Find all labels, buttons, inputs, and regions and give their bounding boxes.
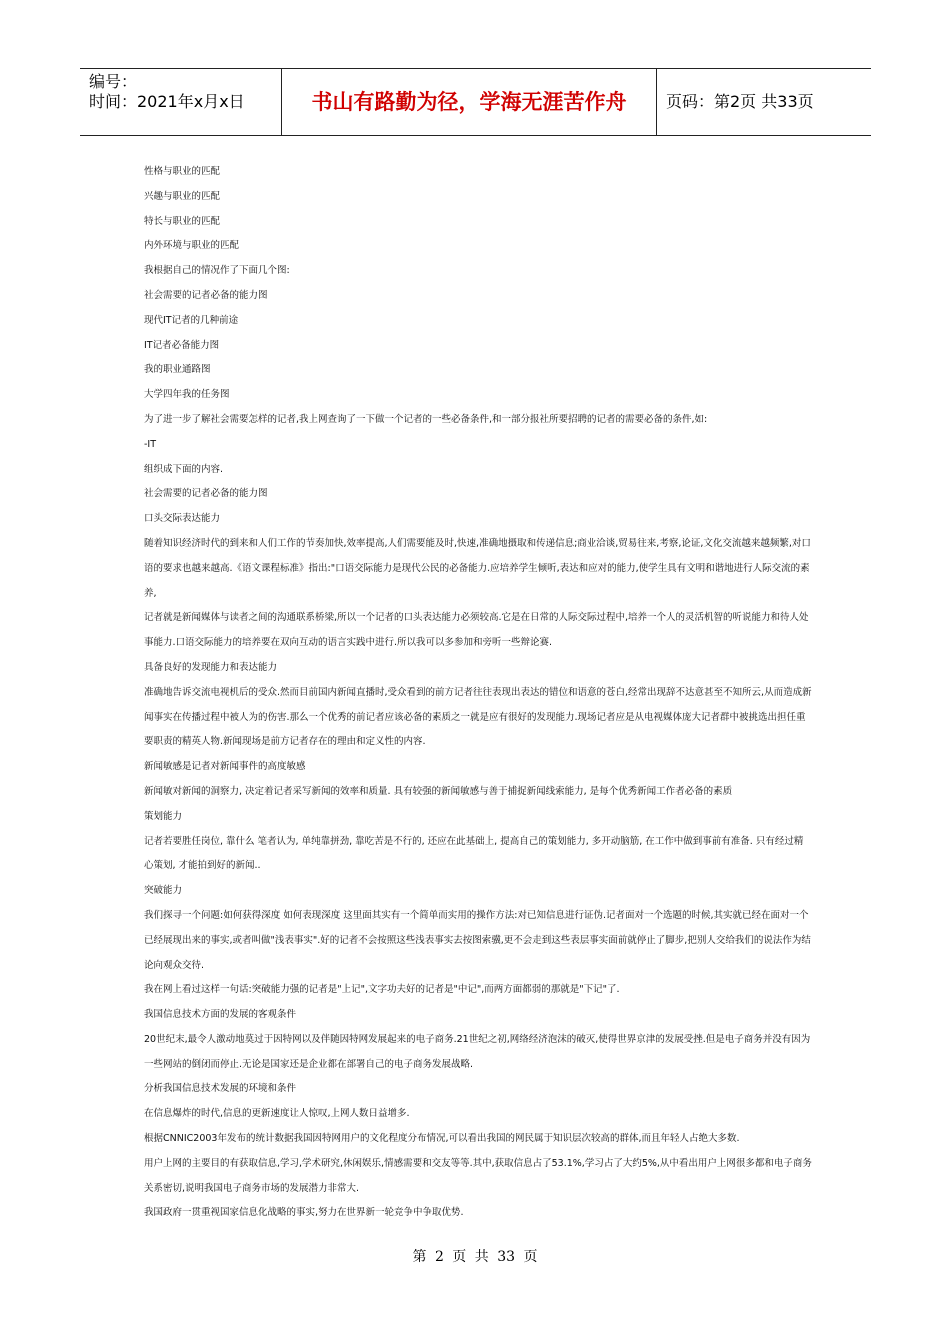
header-motto: 书山有路勤为径，学海无涯苦作舟 — [282, 69, 657, 135]
body-paragraph: 突破能力 — [144, 885, 183, 897]
body-paragraph: 口头交际表达能力 — [144, 513, 221, 525]
body-paragraph: 为了进一步了解社会需要怎样的记者,我上网查询了一下做一个记者的一些必备条件,和一部分报社所要招聘的记者的需要必备的条件,如: — [144, 413, 708, 425]
body-paragraph: 记者若要胜任岗位, 靠什么 笔者认为, 单纯靠拼劲, 靠吃苦是不行的, 还应在此基础上, 提高自己的策划能力, 多开动脑筋, 在工作中做到事前有准备. 只有经过精心策划, 才能拍到好的新闻.. — [144, 835, 804, 872]
body-paragraph: 策划能力 — [144, 810, 183, 822]
body-paragraph: 记者就是新闻媒体与读者之间的沟通联系桥梁,所以一个记者的口头表达能力必须较高.它是在日常的人际交际过程中,培养一个人的灵活机智的听说能力和待人处事能力.口语交际能力的培养要在双向互动的语言实践中进行.所以我可以多参加和旁听一些辩论赛. — [144, 612, 809, 649]
body-paragraph: 我根据自己的情况作了下面几个图: — [144, 265, 290, 277]
body-paragraph: 内外环境与职业的匹配 — [144, 240, 240, 252]
body-paragraph: 用户上网的主要目的有获取信息,学习,学术研究,休闲娱乐,情感需要和交友等等.其中,获取信息占了53.1%,学习占了大约5%,从中看出用户上网很多都和电子商务关系密切,说明我国电子商务市场的发展潜力非常大. — [144, 1157, 812, 1194]
body-paragraph: 我国政府一贯重视国家信息化战略的事实,努力在世界新一轮竞争中争取优势. — [144, 1207, 464, 1219]
body-paragraph: 在信息爆炸的时代,信息的更新速度让人惊叹,上网人数日益增多. — [144, 1108, 410, 1120]
body-paragraph: 特长与职业的匹配 — [144, 215, 221, 227]
body-paragraph: -IT — [144, 438, 157, 450]
body-paragraph: IT记者必备能力图 — [144, 339, 220, 351]
body-paragraph: 我在网上看过这样一句话:突破能力强的记者是"上记",文字功夫好的记者是"中记",而两方面都弱的那就是"下记"了. — [144, 984, 620, 996]
body-paragraph: 我们探寻一个问题:如何获得深度 如何表现深度 这里面其实有一个简单而实用的操作方法:对已知信息进行证伪.记者面对一个选题的时候,其实就已经在面对一个已经展现出来的事实,或者叫做"浅表事实".好的记者不会按照这些浅表事实去按图索骥,更不会走到这些表层事实面前就停止了脚步,把别人交给我们的说法作为结论向观众交待. — [144, 909, 811, 971]
body-paragraph: 新闻敏感是记者对新闻事件的高度敏感 — [144, 761, 306, 773]
body-paragraph: 分析我国信息技术发展的环境和条件 — [144, 1083, 297, 1095]
document-code-label: 编号： — [89, 72, 138, 91]
body-paragraph: 新闻敏对新闻的洞察力, 决定着记者采写新闻的效率和质量. 具有较强的新闻敏感与善于捕捉新闻线索能力, 是每个优秀新闻工作者必备的素质 — [144, 785, 733, 797]
body-paragraph: 准确地告诉交流电视机后的受众.然而目前国内新闻直播时,受众看到的前方记者往往表现出表达的错位和语意的苍白,经常出现辞不达意甚至不知所云,从而造成新闻事实在传播过程中被人为的伤害.那么一个优秀的前记者应该必备的素质之一就是应有很好的发现能力.现场记者应是从电视媒体庞大记者群中被挑选出担任重要职责的精英人物.新闻现场是前方记者存在的理由和定义性的内容. — [144, 686, 812, 748]
body-paragraph: 20世纪末,最令人激动地莫过于因特网以及伴随因特网发展起来的电子商务.21世纪之初,网络经济泡沫的破灭,使得世界京津的发展受挫.但是电子商务并没有因为一些网站的倒闭而停止.无论是国家还是企业都在部署自己的电子商务发展战略. — [144, 1033, 811, 1070]
body-paragraph: 组织成下面的内容. — [144, 463, 224, 475]
body-paragraph: 随着知识经济时代的到来和人们工作的节奏加快,效率提高,人们需要能及时,快速,准确地摄取和传递信息;商业洽谈,贸易往来,考察,论证,文化交流越来越频繁,对口语的要求也越来越高.《语文课程标准》指出:"口语交际能力是现代公民的必备能力.应培养学生倾听,表达和应对的能力,使学生具有文明和谐地进行人际交流的素养, — [144, 537, 811, 599]
page-footer: 第 2 页 共 33 页 — [412, 1249, 538, 1265]
body-paragraph: 性格与职业的匹配 — [144, 166, 221, 177]
body-paragraph: 根据CNNIC2003年发布的统计数据我国因特网用户的文化程度分布情况,可以看出我国的网民属于知识层次较高的群体,而且年轻人占绝大多数. — [144, 1133, 740, 1145]
body-paragraph: 兴趣与职业的匹配 — [144, 190, 221, 202]
body-paragraph: 具备良好的发现能力和表达能力 — [144, 661, 278, 673]
body-paragraph: 现代IT记者的几种前途 — [144, 314, 239, 326]
body-paragraph: 社会需要的记者必备的能力图 — [144, 289, 268, 301]
document-date-label: 时间：2021年x月x日 — [89, 92, 245, 111]
page-header — [80, 68, 871, 136]
body-paragraph: 我的职业通路图 — [144, 364, 211, 376]
body-paragraph: 我国信息技术方面的发展的客观条件 — [144, 1009, 297, 1021]
document-body — [144, 160, 812, 1226]
body-paragraph: 社会需要的记者必备的能力图 — [144, 488, 268, 500]
header-left-cell — [80, 69, 282, 135]
body-paragraph: 大学四年我的任务图 — [144, 389, 230, 401]
header-page-info: 页码：第2页 共33页 — [666, 92, 814, 111]
